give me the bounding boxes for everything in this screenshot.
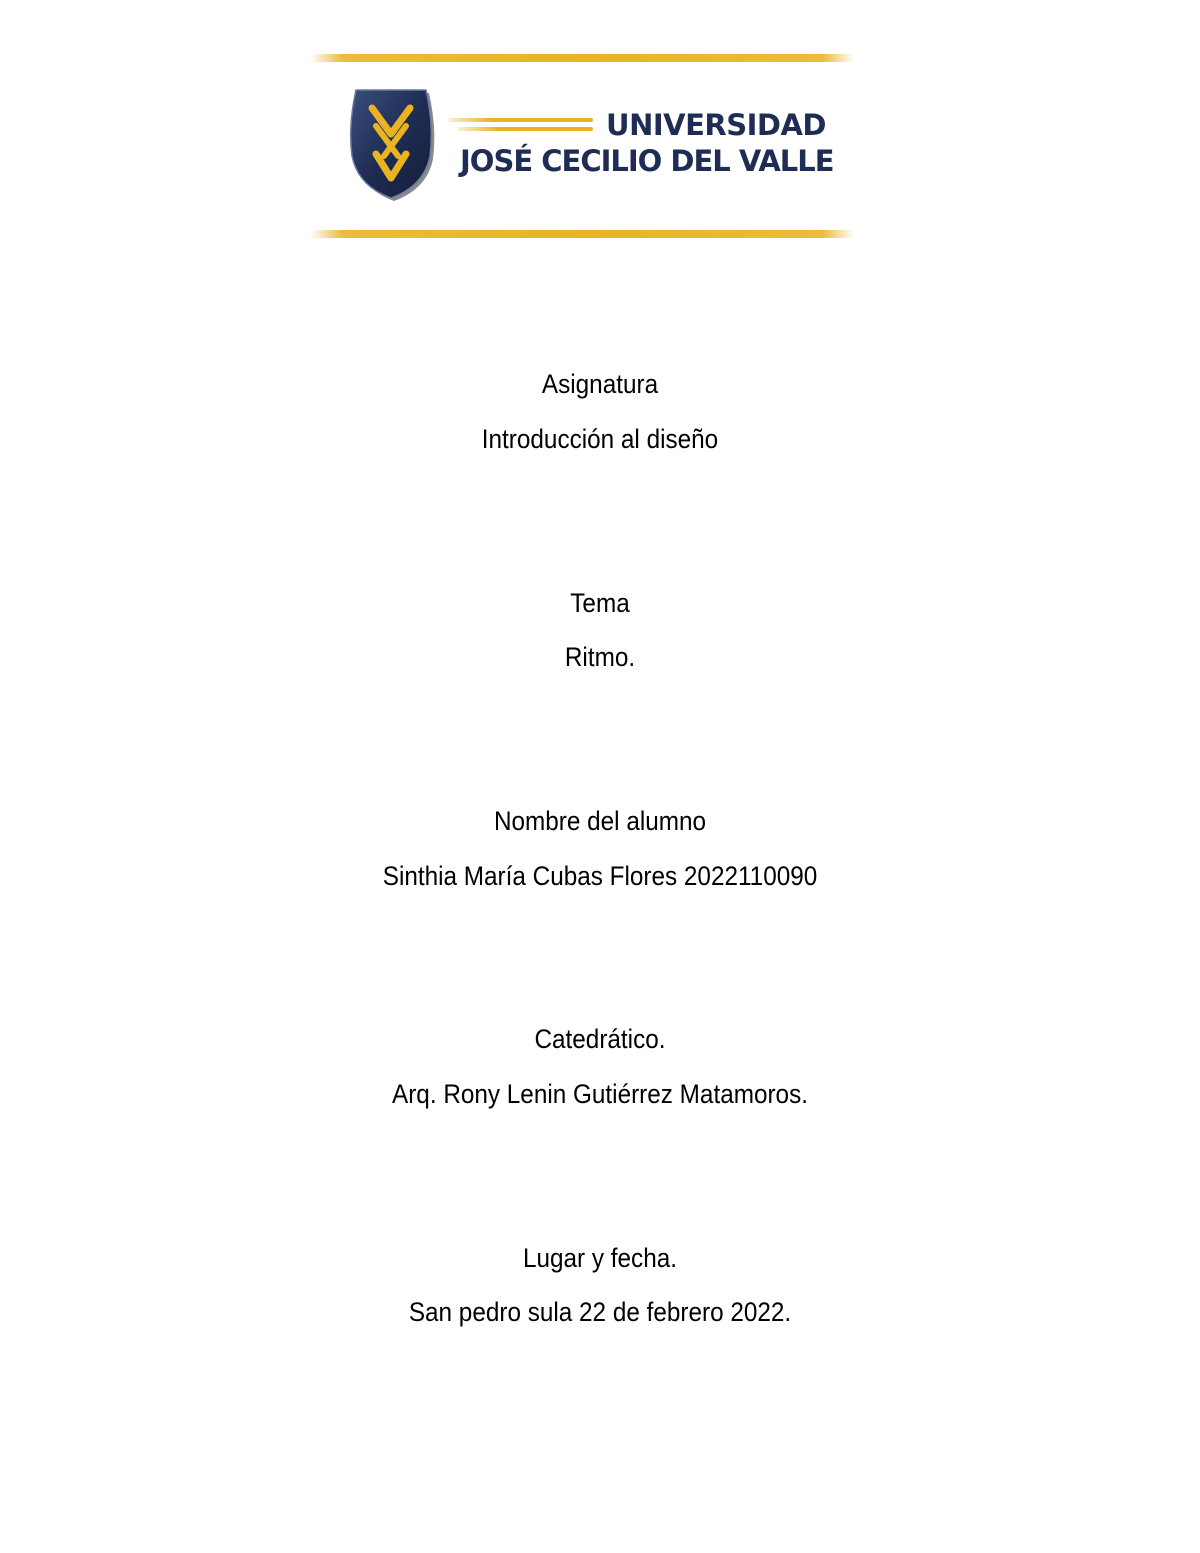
student-label: Nombre del alumno (493, 806, 707, 836)
subject-value: Introducción al diseño (481, 424, 719, 454)
topic-value: Ritmo. (564, 642, 636, 672)
place-date-value: San pedro sula 22 de febrero 2022. (408, 1297, 792, 1327)
student-value: Sinthia María Cubas Flores 2022110090 (382, 861, 818, 891)
university-name-line1: UNIVERSIDAD (606, 108, 826, 142)
professor-label: Catedrático. (534, 1024, 666, 1054)
logo-accent-bars (448, 118, 593, 134)
place-date-label: Lugar y fecha. (522, 1243, 678, 1273)
university-header (310, 50, 855, 245)
bottom-gold-rule (310, 230, 855, 238)
professor-value: Arq. Rony Lenin Gutiérrez Matamoros. (392, 1079, 808, 1109)
university-name-line2: JOSÉ CECILIO DEL VALLE (460, 144, 834, 178)
subject-label: Asignatura (541, 369, 659, 399)
university-shield-logo (346, 86, 436, 201)
top-gold-rule (310, 54, 855, 62)
topic-label: Tema (570, 588, 630, 618)
